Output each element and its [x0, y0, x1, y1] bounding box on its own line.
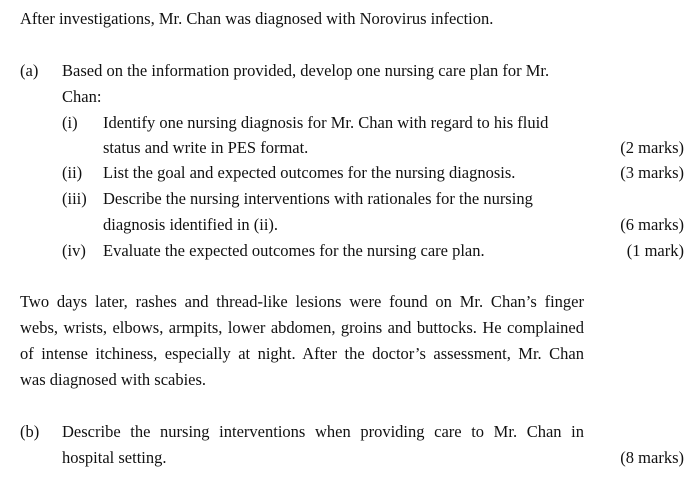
part-b-marks: (8 marks) [620, 448, 684, 467]
part-a-label: (a) [20, 61, 39, 80]
item-iv-marks: (1 mark) [626, 241, 684, 260]
scabies-paragraph-line2: webs, wrists, elbows, armpits, lower abdomen, groins and buttocks. He complained [20, 318, 584, 337]
item-iii-line1: Describe the nursing interventions with rationales for the nursing [103, 189, 533, 208]
item-iv-line1: Evaluate the expected outcomes for the nursing care plan. [103, 241, 485, 260]
part-b-line1: Describe the nursing interventions when providing care to Mr. Chan in [62, 422, 584, 441]
item-i-marks: (2 marks) [620, 138, 684, 157]
item-iii-marks: (6 marks) [620, 215, 684, 234]
item-i-line1: Identify one nursing diagnosis for Mr. Chan with regard to his fluid [103, 113, 549, 132]
item-iii-number: (iii) [62, 189, 87, 208]
item-i-number: (i) [62, 113, 78, 132]
scabies-paragraph-line1: Two days later, rashes and thread-like lesions were found on Mr. Chan’s finger [20, 292, 584, 311]
item-iv-number: (iv) [62, 241, 86, 260]
item-i-line2: status and write in PES format. [103, 138, 309, 157]
intro-sentence: After investigations, Mr. Chan was diagnosed with Norovirus infection. [20, 9, 494, 28]
scabies-paragraph-line3: of intense itchiness, especially at night. After the doctor’s assessment, Mr. Chan [20, 344, 584, 363]
item-ii-line1: List the goal and expected outcomes for the nursing diagnosis. [103, 163, 516, 182]
part-a-stem-line1: Based on the information provided, develop one nursing care plan for Mr. [62, 61, 550, 80]
part-a-stem-line2: Chan: [62, 87, 102, 106]
part-b-label: (b) [20, 422, 40, 441]
item-iii-line2: diagnosis identified in (ii). [103, 215, 279, 234]
part-b-line2: hospital setting. [62, 448, 167, 467]
scabies-paragraph-line4: was diagnosed with scabies. [20, 370, 207, 389]
item-ii-marks: (3 marks) [620, 163, 684, 182]
item-ii-number: (ii) [62, 163, 83, 182]
